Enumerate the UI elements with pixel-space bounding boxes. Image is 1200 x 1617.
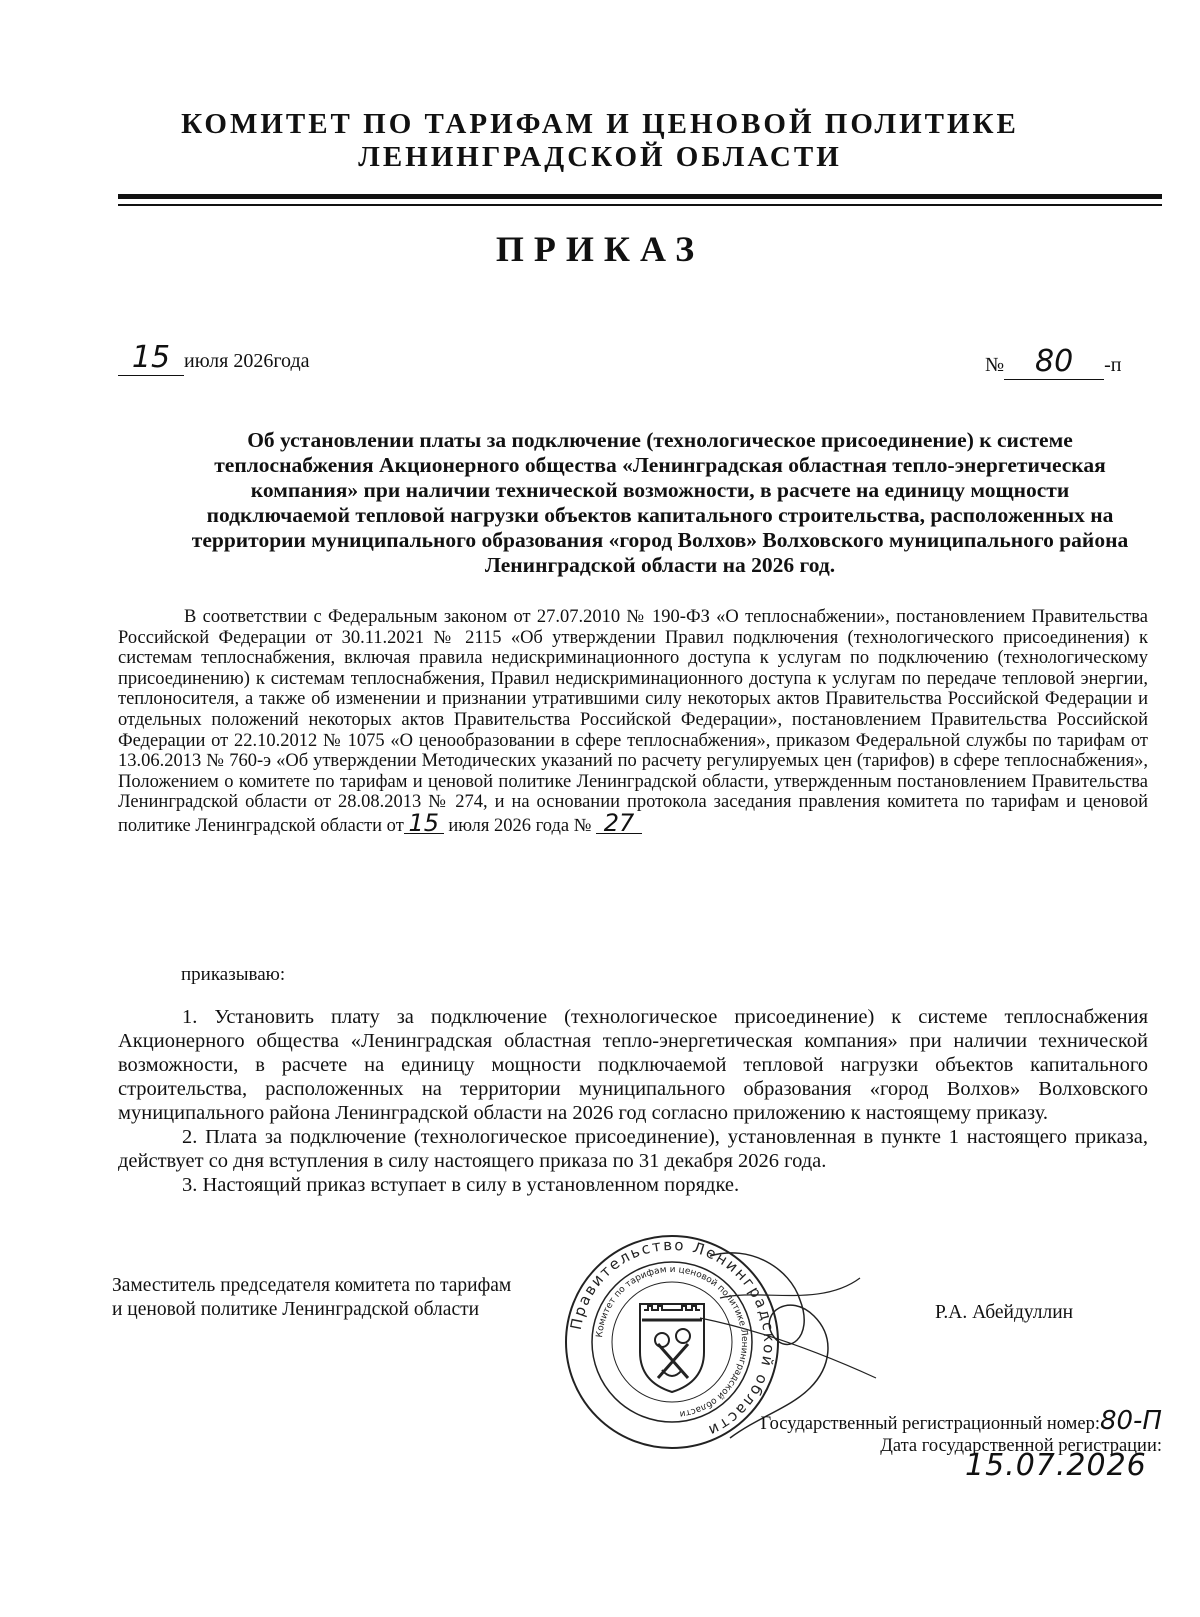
order-date-day: 15 [118, 340, 184, 376]
seal-inner-text: Комитет по тарифам и ценовой политике Ленинградской области [595, 1264, 750, 1419]
protocol-number: 27 [596, 813, 642, 834]
document-type-title: ПРИКАЗ [495, 229, 705, 269]
preamble-paragraph [118, 607, 1148, 837]
protocol-day: 15 [404, 813, 444, 834]
order-item-3: 3. Настоящий приказ вступает в силу в установленном порядке. [182, 1174, 740, 1196]
registration-number-value: 80-П [1099, 1406, 1162, 1436]
registration-number-label: Государственный регистрационный номер: [760, 1414, 1100, 1434]
header-rule-thick [118, 194, 1162, 199]
order-date [118, 340, 310, 376]
registration-date-value: 15.07.2026 [965, 1448, 1147, 1483]
registration-date-label: Дата государственной регистрации: [880, 1436, 1162, 1456]
protocol-date-text: июля 2026 года № [448, 815, 592, 836]
preamble-text: В соответствии с Федеральным законом от 27.07.2010 № 190-ФЗ «О теплоснабжении», постановлением Правительства Российской Федерации от 30.11.2021 № 2115 «Об утверждении Правил подключения (технологического присоединения) к системам теплоснабжения, включая правила недискриминационного доступа к услугам по подключению (технологическому присоединению) к системам теплоснабжения, Правил недискриминационного доступа к услугам по передаче тепловой энергии, теплоносителя, а также об изменении и признании утратившими силу некоторых актов Правительства Российской Федерации и отдельных положений некоторых актов Правительства Российской Федерации», постановлением Правительства Российской Федерации от 22.10.2012 № 1075 «О ценообразовании в сфере теплоснабжения», приказом Федеральной службы по тарифам от 13.06.2013 № 760-э «Об утверждении Методических указаний по расчету регулируемых цен (тарифов) в сфере теплоснабжения», Положением о комитете по тарифам и ценовой политике Ленинградской области, утвержденным постановлением Правительства Ленинградской области от 28.08.2013 № 274, и на основании протокола заседания правления комитета по тарифам и ценовой политике Ленинградской области от [118, 607, 1148, 836]
order-item-2: 2. Плата за подключение (технологическое присоединение), установленная в пункте 1 настоящего приказа, действует со дня вступления в силу настоящего приказа по 31 декабря 2026 года. [118, 1126, 1148, 1172]
signer-position-line-1: Заместитель председателя комитета по тарифам [112, 1275, 512, 1296]
registration-number-row [760, 1406, 1162, 1436]
committee-line-2: ЛЕНИНГРАДСКОЙ ОБЛАСТИ [358, 141, 842, 173]
signer-position-line-2: и ценовой политике Ленинградской области [112, 1299, 480, 1320]
decree-word: приказываю: [181, 964, 286, 985]
order-number-suffix: -п [1104, 354, 1122, 376]
order-number-prefix: № [985, 354, 1005, 376]
order-date-month-year: июля 2026года [184, 350, 310, 372]
seal-outer-text: Правительство Ленинградской области [566, 1235, 779, 1441]
committee-line-1: КОМИТЕТ ПО ТАРИФАМ И ЦЕНОВОЙ ПОЛИТИКЕ [181, 108, 1019, 140]
header-rule-thin [118, 204, 1162, 206]
order-item-1: 1. Установить плату за подключение (технологическое присоединение) к системе теплоснабжения Акционерного общества «Ленинградская областная тепло-энергетическая компания» при наличии технической возможности, в расчете на единицу мощности подключаемой тепловой нагрузки объектов капитального строительства, расположенных на территории муниципального образования «город Волхов» Волховского муниципального района Ленинградской области на 2026 год согласно приложению к настоящему приказу. [118, 1006, 1148, 1124]
committee-header [120, 108, 1080, 174]
order-number-value: 80 [1004, 344, 1104, 380]
order-number [985, 344, 1121, 380]
signer-position [112, 1274, 511, 1322]
signer-name: Р.А. Абейдуллин [935, 1302, 1074, 1323]
order-items [118, 1005, 1148, 1197]
order-subject: Об установлении платы за подключение (технологическое присоединение) к системе теплоснабжения Акционерного общества «Ленинградская областная тепло-энергетическая компания» при наличии технической возможности, в расчете на единицу мощности подключаемой тепловой нагрузки объектов капитального строительства, расположенных на территории муниципального образования «город Волхов» Волховского муниципального района Ленинградской области на 2026 год. [191, 428, 1129, 577]
